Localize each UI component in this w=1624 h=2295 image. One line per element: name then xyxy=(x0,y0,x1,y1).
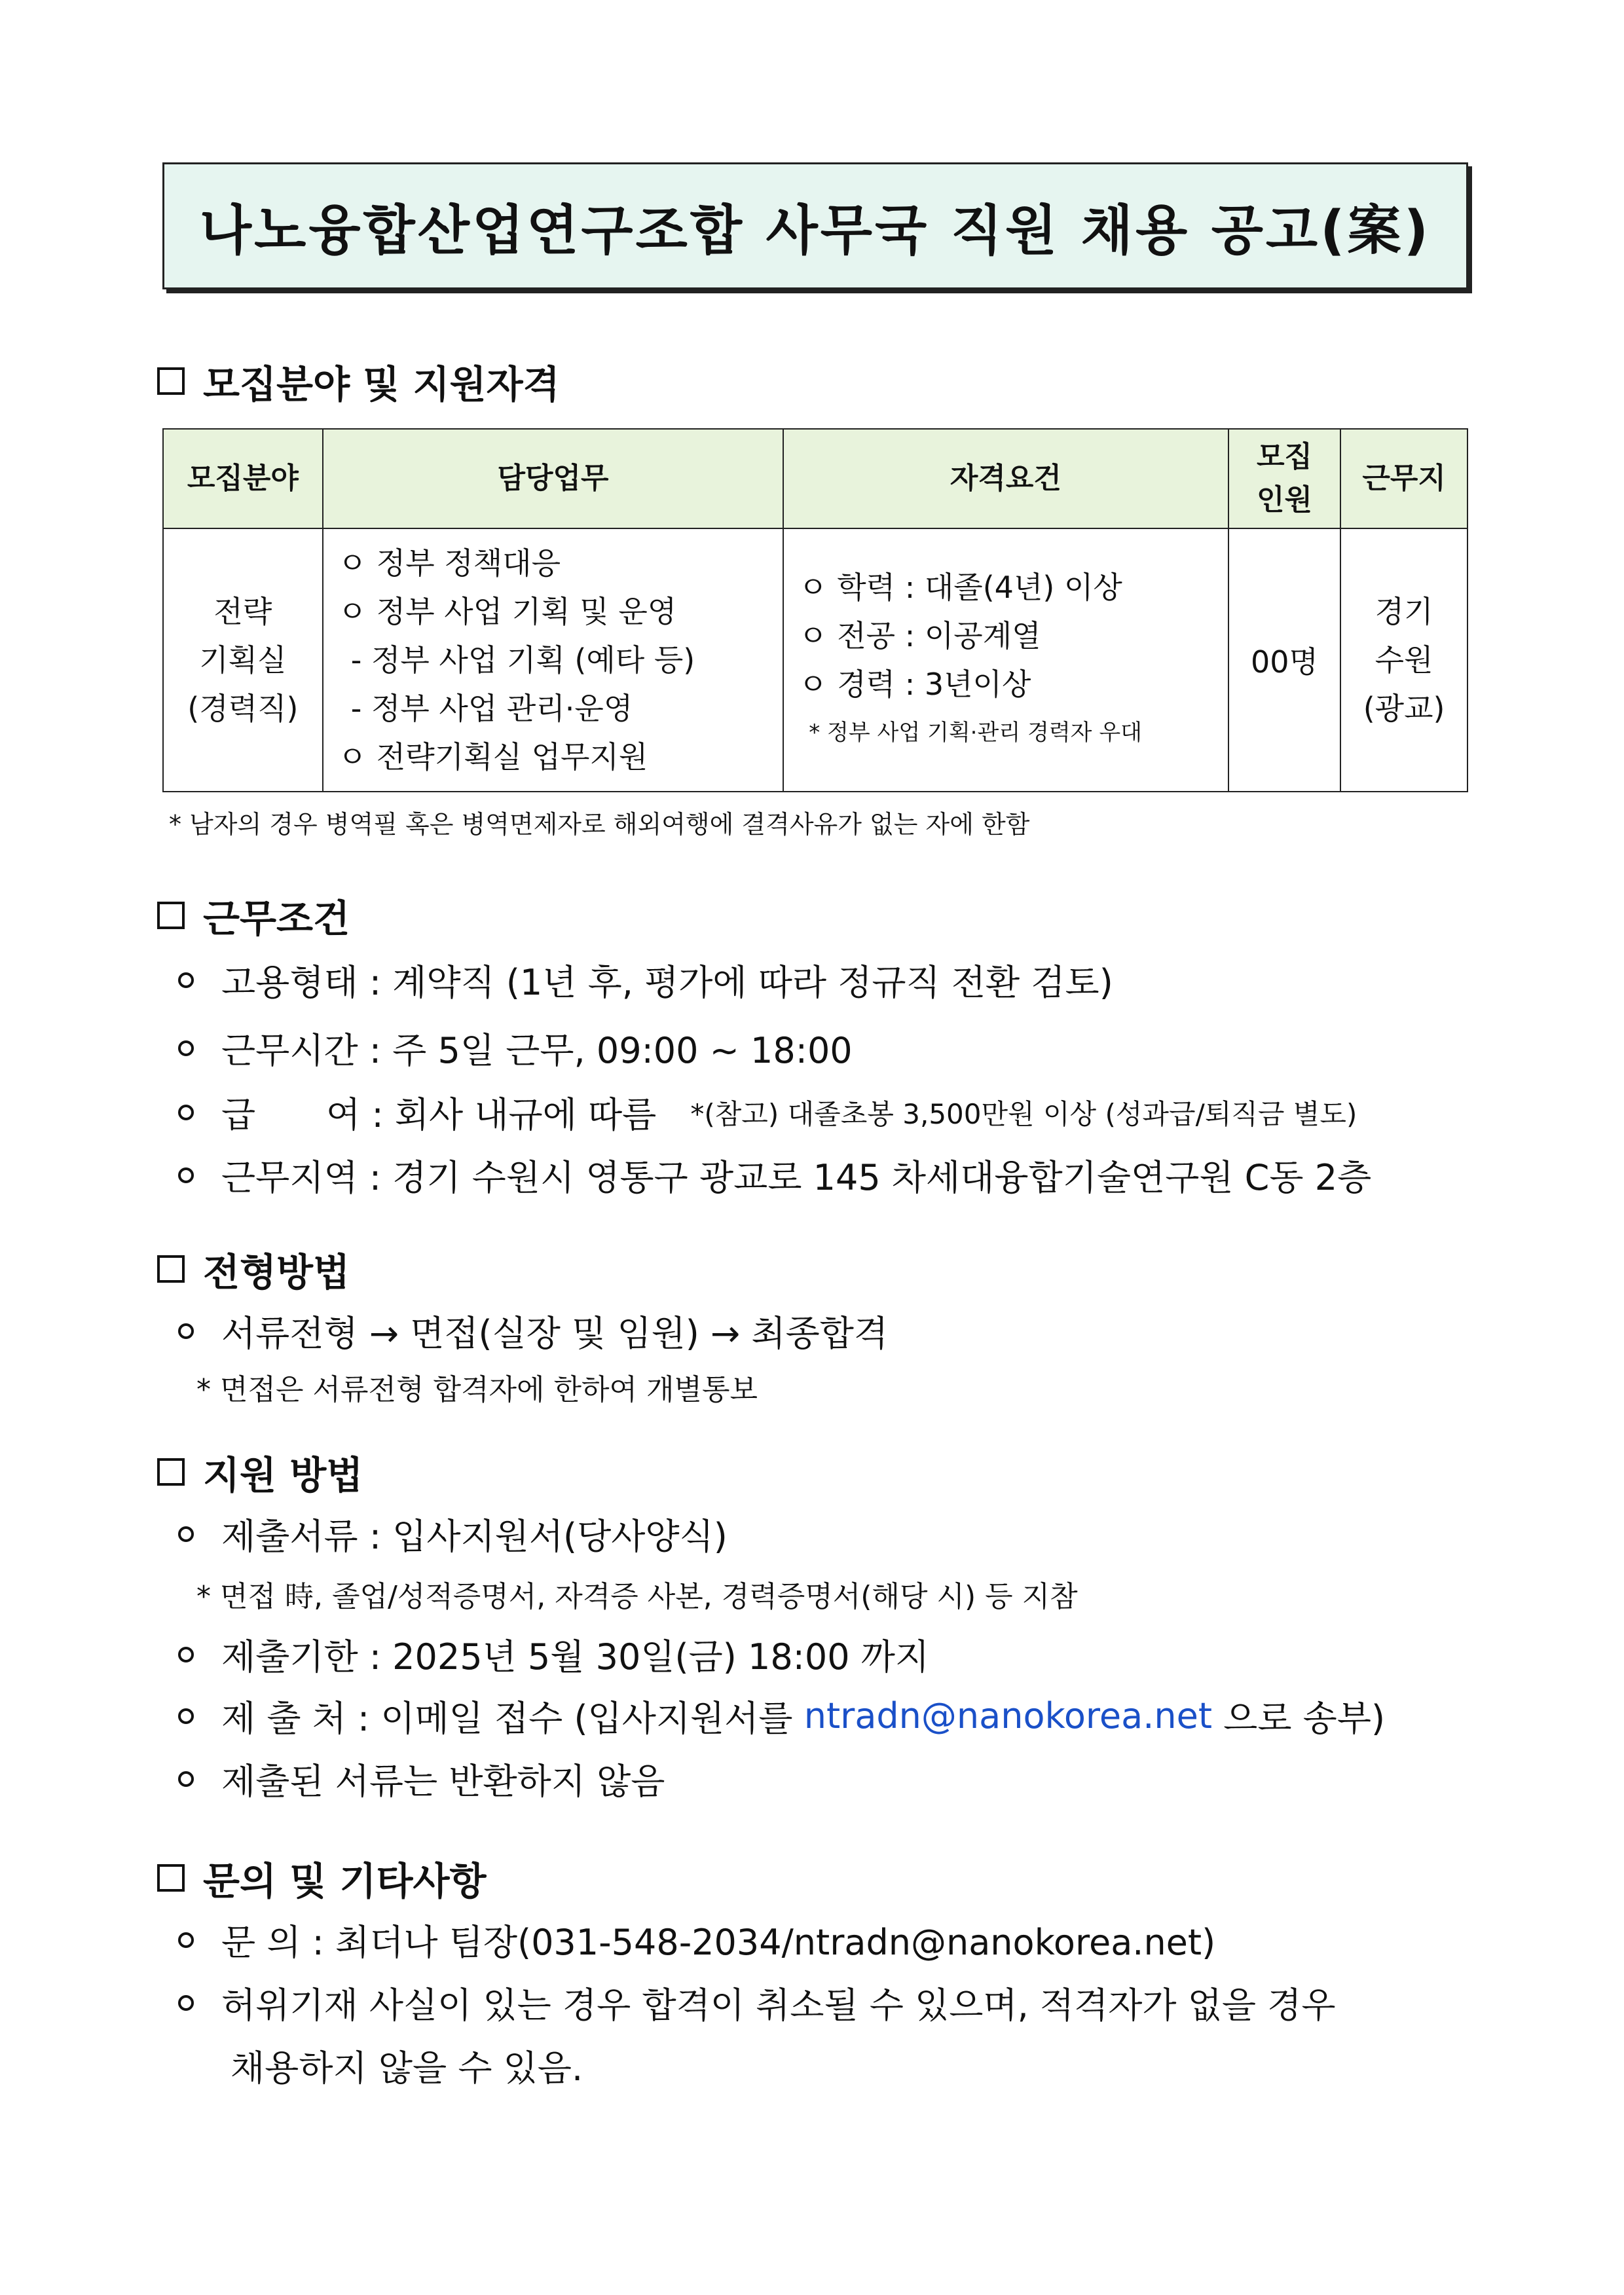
apply-documents-note: * 면접 時, 졸업/성적증명서, 자격증 사본, 경력증명서(해당 시) 등 지참 xyxy=(196,1580,1078,1613)
duty-line: ㅇ 전략기획실 업무지원 xyxy=(337,739,648,775)
field-line: 전략 xyxy=(213,594,272,629)
checkbox-square-icon xyxy=(157,1458,185,1486)
inquiry-contact xyxy=(178,1915,1215,1965)
apply-documents xyxy=(178,1509,728,1559)
table-note: * 남자의 경우 병역필 혹은 병역면제자로 해외여행에 결격사유가 없는 자에 한함 xyxy=(169,810,1030,839)
recruit-table xyxy=(162,428,1468,792)
table-row xyxy=(163,528,1467,792)
inquiry-text: 허위기재 사실이 있는 경우 합격이 취소될 수 있으며, 적격자가 없을 경우 xyxy=(221,1985,1336,2026)
condition-employment xyxy=(178,955,1113,1005)
process-text: 서류전형 → 면접(실장 및 임원) → 최종합격 xyxy=(221,1313,889,1354)
cell-location xyxy=(1340,528,1467,792)
location-line: 수원 xyxy=(1375,642,1433,678)
header-duties: 담당업무 xyxy=(323,429,783,528)
checkbox-square-icon xyxy=(157,367,185,395)
requirement-line: ㅇ 전공 : 이공계열 xyxy=(798,618,1041,653)
cell-duties xyxy=(323,528,783,792)
requirement-note: * 정부 사업 기획·관리 경력자 우대 xyxy=(809,720,1143,746)
cell-field xyxy=(163,528,323,792)
salary-reference: *(참고) 대졸초봉 3,500만원 이상 (성과급/퇴직금 별도) xyxy=(690,1097,1357,1130)
field-line: (경력직) xyxy=(187,691,299,726)
bullet-circle-icon xyxy=(178,1647,194,1662)
location-line: 경기 xyxy=(1375,594,1433,629)
condition-text: 근무시간 : 주 5일 근무, 09:00 ~ 18:00 xyxy=(221,1030,853,1071)
condition-text: 근무지역 : 경기 수원시 영통구 광교로 145 차세대융합기술연구원 C동 2층 xyxy=(221,1157,1372,1198)
section-apply xyxy=(157,1444,363,1499)
bullet-circle-icon xyxy=(178,972,194,988)
bullet-circle-icon xyxy=(178,1167,194,1183)
bullet-circle-icon xyxy=(178,1995,194,2011)
apply-text: 제출서류 : 입사지원서(당사양식) xyxy=(221,1516,728,1557)
bullet-circle-icon xyxy=(178,1771,194,1787)
bullet-circle-icon xyxy=(178,1708,194,1724)
bullet-circle-icon xyxy=(178,1105,194,1120)
condition-salary xyxy=(178,1087,1357,1137)
condition-text: 고용형태 : 계약직 (1년 후, 평가에 따라 정규직 전환 검토) xyxy=(221,962,1113,1003)
page-title: 나노융합산업연구조합 사무국 직원 채용 공고(案) xyxy=(199,199,1431,262)
bullet-circle-icon xyxy=(178,1526,194,1542)
checkbox-square-icon xyxy=(157,1864,185,1892)
header-requirements: 자격요건 xyxy=(783,429,1228,528)
checkbox-square-icon xyxy=(157,902,185,929)
section-conditions-label: 근무조건 xyxy=(203,896,350,941)
requirement-line: ㅇ 경력 : 3년이상 xyxy=(798,667,1031,702)
apply-text: 으로 송부) xyxy=(1212,1698,1386,1739)
apply-submit xyxy=(178,1691,1385,1741)
section-recruit xyxy=(157,354,560,409)
header-headcount: 모집 인원 xyxy=(1228,429,1341,528)
inquiry-disclaimer xyxy=(178,1977,1336,2028)
duty-line: - 정부 사업 기획 (예타 등) xyxy=(350,642,695,678)
table-header-row xyxy=(163,429,1467,528)
section-recruit-label: 모집분야 및 지원자격 xyxy=(203,362,560,407)
duty-line: ㅇ 정부 정책대응 xyxy=(337,545,561,581)
email-link[interactable]: ntradn@nanokorea.net xyxy=(803,1695,1212,1736)
apply-text: 제출된 서류는 반환하지 않음 xyxy=(221,1761,665,1802)
section-conditions xyxy=(157,888,350,943)
field-line: 기획실 xyxy=(199,642,287,678)
inquiry-disclaimer-cont: 채용하지 않을 수 있음. xyxy=(231,2047,583,2089)
header-field: 모집분야 xyxy=(163,429,323,528)
duty-line: ㅇ 정부 사업 기획 및 운영 xyxy=(337,594,677,629)
location-line: (광교) xyxy=(1363,691,1445,726)
cell-requirements xyxy=(783,528,1228,792)
apply-no-return xyxy=(178,1753,665,1804)
section-inquiry xyxy=(157,1850,487,1905)
apply-text: 제출기한 : 2025년 5월 30일(금) 18:00 까지 xyxy=(221,1636,930,1678)
condition-hours xyxy=(178,1023,853,1073)
process-steps xyxy=(178,1306,888,1356)
title-box xyxy=(162,162,1468,289)
cell-headcount: 00명 xyxy=(1228,528,1341,792)
process-note: * 면접은 서류전형 합격자에 한하여 개별통보 xyxy=(196,1373,758,1406)
duty-line: - 정부 사업 관리·운영 xyxy=(350,691,633,726)
section-inquiry-label: 문의 및 기타사항 xyxy=(203,1859,487,1903)
checkbox-square-icon xyxy=(157,1255,185,1283)
condition-text: 급 여 : 회사 내규에 따름 xyxy=(221,1094,657,1135)
bullet-circle-icon xyxy=(178,1323,194,1339)
inquiry-text: 문 의 : 최더나 팀장(031-548-2034/ntradn@nanokorea.net) xyxy=(221,1922,1216,1963)
requirement-line: ㅇ 학력 : 대졸(4년) 이상 xyxy=(798,570,1122,605)
condition-location xyxy=(178,1150,1371,1200)
apply-text: 제 출 처 : 이메일 접수 (입사지원서를 xyxy=(221,1698,804,1739)
bullet-circle-icon xyxy=(178,1040,194,1056)
header-location: 근무지 xyxy=(1340,429,1467,528)
section-process xyxy=(157,1241,350,1296)
section-apply-label: 지원 방법 xyxy=(203,1453,363,1497)
bullet-circle-icon xyxy=(178,1932,194,1948)
apply-deadline xyxy=(178,1629,929,1680)
section-process-label: 전형방법 xyxy=(203,1250,350,1294)
